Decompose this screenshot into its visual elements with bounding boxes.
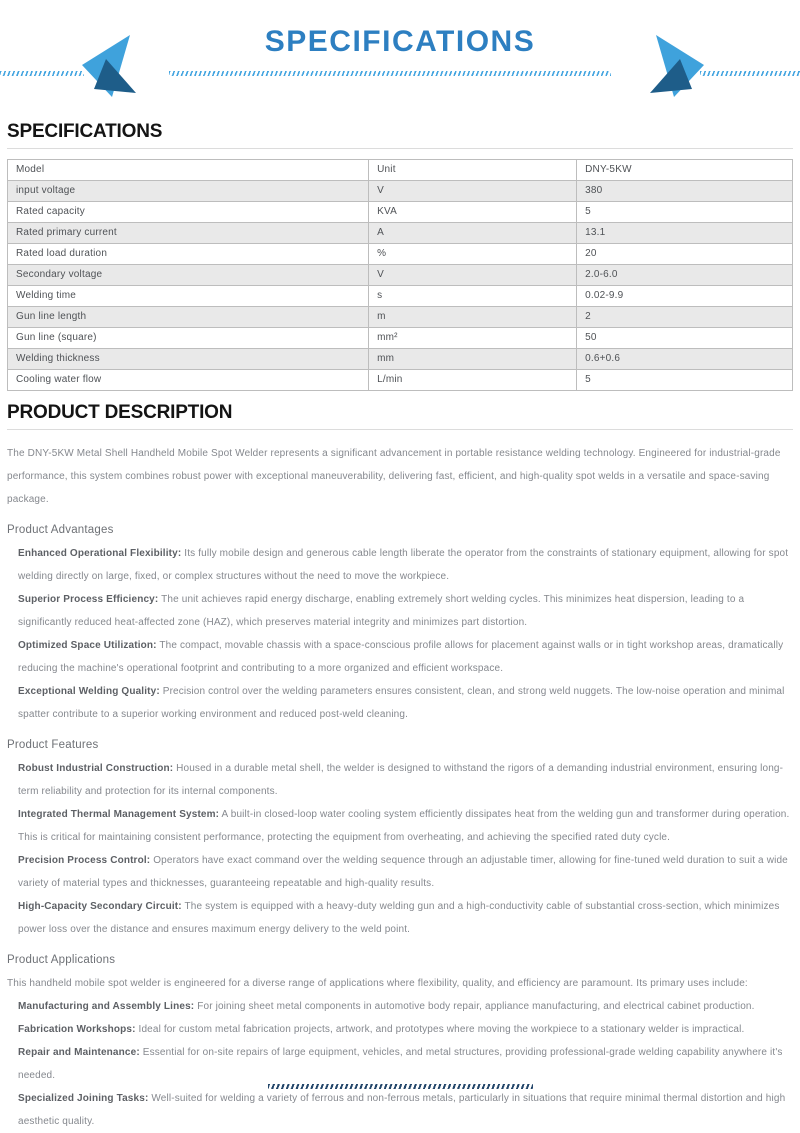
banner-dashed-line-center xyxy=(169,71,611,76)
list-item-text: The unit achieves rapid energy discharge, enabling extremely short welding cycles. This minimizes heat dispersion, leading to a significantly reduced heat-affected zone (HAZ), which preserves material integrity and minimizes part distortion. xyxy=(18,594,745,628)
list-item-label: Precision Process Control: xyxy=(18,855,151,866)
list-item-label: Superior Process Efficiency: xyxy=(18,594,159,605)
specifications-section xyxy=(0,120,800,391)
banner-triangles-right-icon xyxy=(646,35,708,99)
spec-name-cell: Welding thickness xyxy=(8,349,369,370)
spec-unit-cell: m xyxy=(369,307,577,328)
list-item-label: Repair and Maintenance: xyxy=(18,1047,140,1058)
list-item-label: Fabrication Workshops: xyxy=(18,1024,136,1035)
list-item-label: Enhanced Operational Flexibility: xyxy=(18,548,182,559)
spec-name-cell: Gun line length xyxy=(8,307,369,328)
list-item-text: Housed in a durable metal shell, the welder is designed to withstand the rigors of a demanding industrial environment, ensuring long-term reliability and protection for its internal components. xyxy=(18,763,784,797)
banner-dashed-line-left xyxy=(0,71,84,76)
footer-dashed-line xyxy=(268,1084,533,1089)
list-item-label: Integrated Thermal Management System: xyxy=(18,809,220,820)
table-row xyxy=(8,286,793,307)
spec-name-cell: Rated capacity xyxy=(8,202,369,223)
list-item xyxy=(7,895,793,941)
spec-name-cell: Model xyxy=(8,160,369,181)
list-item-text: Ideal for custom metal fabrication projects, artwork, and prototypes where moving the workpiece to a stationary welder is impractical. xyxy=(138,1024,745,1035)
list-item xyxy=(7,849,793,895)
list-item-text: Essential for on-site repairs of large equipment, vehicles, and metal structures, providing professional-grade welding capability anywhere it's needed. xyxy=(18,1047,783,1081)
list-item xyxy=(7,803,793,849)
spec-value-cell: 5 xyxy=(577,370,793,391)
description-subsections xyxy=(7,519,793,1133)
spec-value-cell: 2.0-6.0 xyxy=(577,265,793,286)
spec-unit-cell: s xyxy=(369,286,577,307)
spec-unit-cell: % xyxy=(369,244,577,265)
description-intro: The DNY-5KW Metal Shell Handheld Mobile Spot Welder represents a significant advancement in portable resistance welding technology. Engineered for industrial-grade performance, this system combines robust power with exceptional maneuverability, delivering fast, efficient, and high-quality spot welds in a versatile and space-saving package. xyxy=(7,448,781,505)
list-item-text: The compact, movable chassis with a space-conscious profile allows for placement against walls or in tight workshop areas, dramatically reducing the machine's operational footprint and contributing to a more organized and efficient workspace. xyxy=(18,640,784,674)
table-row xyxy=(8,244,793,265)
subsection-items xyxy=(7,757,793,941)
banner xyxy=(0,0,800,108)
subsection xyxy=(7,949,793,1133)
spec-unit-cell: V xyxy=(369,181,577,202)
list-item xyxy=(7,588,793,634)
list-item xyxy=(7,1087,793,1133)
table-row xyxy=(8,328,793,349)
list-item-text: Precision control over the welding parameters ensures consistent, clean, and strong weld nuggets. The low-noise operation and minimal spatter contribute to a superior working environment and reduced post-weld cleaning. xyxy=(18,686,785,720)
spec-name-cell: Cooling water flow xyxy=(8,370,369,391)
table-row xyxy=(8,202,793,223)
list-item-label: Exceptional Welding Quality: xyxy=(18,686,160,697)
list-item xyxy=(7,634,793,680)
subsection xyxy=(7,519,793,726)
list-item xyxy=(7,995,793,1018)
list-item-label: Optimized Space Utilization: xyxy=(18,640,157,651)
banner-title: SPECIFICATIONS xyxy=(264,25,536,58)
spec-value-cell: 5 xyxy=(577,202,793,223)
table-row xyxy=(8,349,793,370)
product-description-section xyxy=(0,401,800,1133)
spec-value-cell: DNY-5KW xyxy=(577,160,793,181)
spec-name-cell: Welding time xyxy=(8,286,369,307)
list-item xyxy=(7,1018,793,1041)
spec-value-cell: 50 xyxy=(577,328,793,349)
spec-name-cell: Secondary voltage xyxy=(8,265,369,286)
list-item-text: Operators have exact command over the welding sequence through an adjustable timer, allowing for fine-tuned weld duration to suit a wide variety of material types and thicknesses, guaranteeing repeatable and high-quality results. xyxy=(18,855,788,889)
table-row xyxy=(8,370,793,391)
spec-value-cell: 13.1 xyxy=(577,223,793,244)
banner-dashed-line-right xyxy=(700,71,800,76)
list-item-label: High-Capacity Secondary Circuit: xyxy=(18,901,182,912)
list-item-text: The system is equipped with a heavy-duty welding gun and a high-conductivity cable of substantial cross-section, which minimizes power loss over the distance and ensures maximum energy delivery to the weld point. xyxy=(18,901,780,935)
spec-unit-cell: mm² xyxy=(369,328,577,349)
subsection-items xyxy=(7,995,793,1133)
spec-value-cell: 0.6+0.6 xyxy=(577,349,793,370)
subsection-items xyxy=(7,542,793,726)
spec-unit-cell: L/min xyxy=(369,370,577,391)
spec-name-cell: Rated load duration xyxy=(8,244,369,265)
specifications-table xyxy=(7,159,793,391)
list-item xyxy=(7,680,793,726)
spec-unit-cell: A xyxy=(369,223,577,244)
table-row xyxy=(8,307,793,328)
spec-unit-cell: V xyxy=(369,265,577,286)
list-item-text: Well-suited for welding a variety of ferrous and non-ferrous metals, particularly in situations that require minimal thermal distortion and high aesthetic quality. xyxy=(18,1093,786,1127)
subsection-title: Product Features xyxy=(7,739,99,751)
spec-name-cell: input voltage xyxy=(8,181,369,202)
subsection-lead: This handheld mobile spot welder is engineered for a diverse range of applications where flexibility, quality, and efficiency are paramount. Its primary uses include: xyxy=(7,978,748,989)
spec-value-cell: 20 xyxy=(577,244,793,265)
specifications-heading: SPECIFICATIONS xyxy=(7,120,793,149)
subsection-title: Product Applications xyxy=(7,954,116,966)
spec-value-cell: 2 xyxy=(577,307,793,328)
spec-unit-cell: mm xyxy=(369,349,577,370)
list-item-text: For joining sheet metal components in automotive body repair, appliance manufacturing, and electrical cabinet production. xyxy=(197,1001,755,1012)
list-item xyxy=(7,757,793,803)
list-item-text: A built-in closed-loop water cooling system efficiently dissipates heat from the welding gun and transformer during operation. This is critical for maintaining consistent performance, protecting the equipment from overheating, and achieving the specified rated duty cycle. xyxy=(18,809,790,843)
list-item-label: Robust Industrial Construction: xyxy=(18,763,174,774)
spec-value-cell: 0.02-9.9 xyxy=(577,286,793,307)
table-row xyxy=(8,181,793,202)
list-item-text: Its fully mobile design and generous cable length liberate the operator from the constraints of stationary equipment, allowing for spot welding directly on large, fixed, or complex structures without the need to move the workpiece. xyxy=(18,548,789,582)
table-row xyxy=(8,265,793,286)
list-item xyxy=(7,542,793,588)
list-item-label: Specialized Joining Tasks: xyxy=(18,1093,149,1104)
product-description-heading: PRODUCT DESCRIPTION xyxy=(7,401,793,430)
subsection xyxy=(7,734,793,941)
spec-name-cell: Gun line (square) xyxy=(8,328,369,349)
spec-unit-cell: KVA xyxy=(369,202,577,223)
subsection-title: Product Advantages xyxy=(7,524,114,536)
banner-triangles-left-icon xyxy=(78,35,140,99)
spec-unit-cell: Unit xyxy=(369,160,577,181)
spec-name-cell: Rated primary current xyxy=(8,223,369,244)
list-item xyxy=(7,1041,793,1087)
table-row xyxy=(8,160,793,181)
table-row xyxy=(8,223,793,244)
list-item-label: Manufacturing and Assembly Lines: xyxy=(18,1001,195,1012)
spec-value-cell: 380 xyxy=(577,181,793,202)
